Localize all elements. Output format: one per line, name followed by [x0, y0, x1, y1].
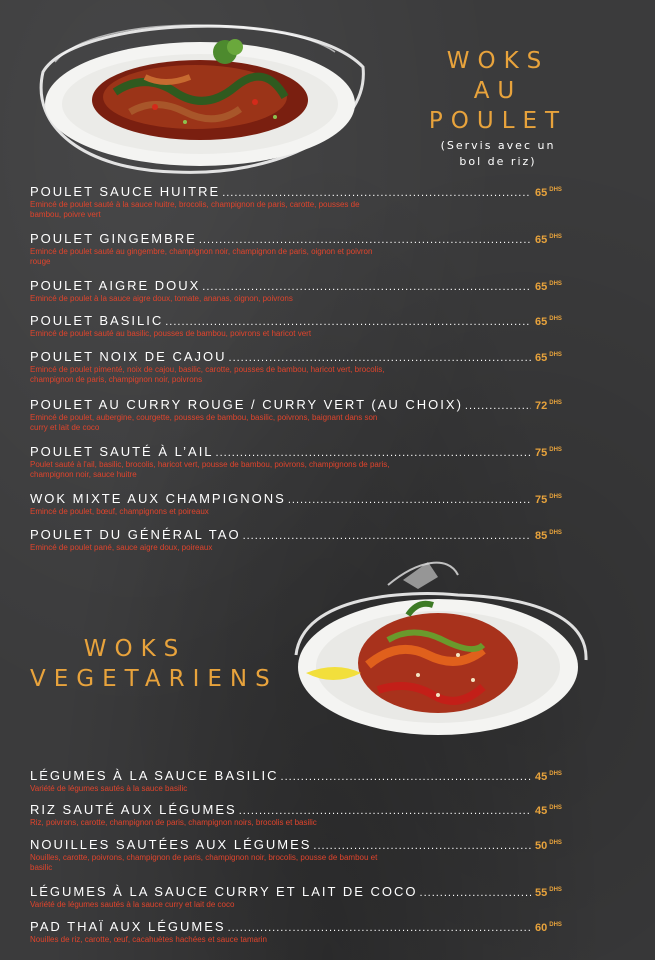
- chicken-subtitle: (Servis avec un bol de riz): [440, 139, 556, 168]
- leader-dots: [243, 530, 531, 542]
- item-description: Emincé de poulet sauté au basilic, pousses de bambou, poivrons et haricot vert: [30, 329, 312, 338]
- veg-menu-list: [30, 768, 575, 949]
- item-name: RIZ SAUTÉ AUX LÉGUMES: [30, 802, 237, 817]
- menu-item: [30, 527, 575, 557]
- chicken-title-line2: AU POULET: [428, 78, 568, 134]
- item-description: Nouilles, carotte, poivrons, champignon de paris, champignon noir, brocolis, pousse de bambou et basilic: [30, 853, 378, 872]
- item-description: Emincé de poulet sauté au gingembre, champignon noir, champignon de paris, oignon et poivron rouge: [30, 247, 373, 266]
- menu-item: [30, 184, 575, 231]
- menu-item: [30, 313, 575, 349]
- item-description: Emincé de poulet sauté à la sauce huitre, brocolis, champignon de paris, carotte, pousses de bambou, poivre vert: [30, 200, 360, 219]
- leader-dots: [222, 187, 531, 199]
- item-description: Poulet sauté à l'ail, basilic, brocolis, haricot vert, pousse de bambou, poivrons, champignons de paris, champignon noir, sauce huitre: [30, 460, 390, 479]
- item-description: Emincé de poulet pimenté, noix de cajou, basilic, carotte, pousses de bambou, haricot vert, brocolis, champignon de paris, champignon noir, poivrons: [30, 365, 385, 384]
- item-description: Variété de légumes sautés à la sauce curry et lait de coco: [30, 900, 235, 909]
- item-name: POULET AIGRE DOUX: [30, 278, 201, 293]
- chicken-title-line1: WOKS: [446, 48, 550, 74]
- item-price: 75 $^{DHS}$: [535, 447, 562, 459]
- item-price: 50 $^{DHS}$: [535, 840, 562, 852]
- leader-dots: [420, 887, 531, 899]
- item-name: NOUILLES SAUTÉES AUX LÉGUMES: [30, 837, 312, 852]
- item-name: LÉGUMES À LA SAUCE CURRY ET LAIT DE COCO: [30, 884, 418, 899]
- menu-item: [30, 491, 575, 527]
- item-price: 45 $^{DHS}$: [535, 805, 562, 817]
- veg-section-title: [30, 634, 278, 694]
- item-name: POULET SAUTÉ À L’AIL: [30, 444, 214, 459]
- item-description: Emincé de poulet, aubergine, courgette, pousses de bambou, basilic, poivrons, baignant dans son curry et lait de coco: [30, 413, 378, 432]
- item-price: 60 $^{DHS}$: [535, 922, 562, 934]
- item-name: POULET SAUCE HUITRE: [30, 184, 221, 199]
- leader-dots: [216, 447, 531, 459]
- item-price: 72 $^{DHS}$: [535, 400, 562, 412]
- item-price: 65 $^{DHS}$: [535, 187, 562, 199]
- leader-dots: [165, 316, 531, 328]
- item-price: 85 $^{DHS}$: [535, 530, 562, 542]
- menu-item: [30, 397, 575, 444]
- leader-dots: [313, 840, 531, 852]
- item-name: POULET BASILIC: [30, 313, 164, 328]
- menu-item: [30, 768, 575, 802]
- item-description: Riz, poivrons, carotte, champignon de paris, champignon noirs, brocolis et basilic: [30, 818, 317, 827]
- leader-dots: [229, 352, 531, 364]
- menu-item: [30, 231, 575, 278]
- chicken-section-title: [398, 46, 598, 170]
- item-price: 65 $^{DHS}$: [535, 281, 562, 293]
- menu-item: [30, 884, 575, 919]
- leader-dots: [228, 922, 531, 934]
- menu-item: [30, 444, 575, 491]
- chicken-menu-list: [30, 184, 575, 557]
- item-name: WOK MIXTE AUX CHAMPIGNONS: [30, 491, 286, 506]
- item-price: 45 $^{DHS}$: [535, 771, 562, 783]
- item-price: 65 $^{DHS}$: [535, 316, 562, 328]
- item-description: Emincé de poulet, bœuf, champignons et poireaux: [30, 507, 209, 516]
- leader-dots: [239, 805, 531, 817]
- item-name: PAD THAÏ AUX LÉGUMES: [30, 919, 226, 934]
- menu-item: [30, 837, 575, 884]
- item-name: POULET NOIX DE CAJOU: [30, 349, 227, 364]
- menu-item: [30, 278, 575, 313]
- vegetable-wok-photo: [288, 555, 593, 750]
- veg-title-line2: VEGETARIENS: [30, 666, 278, 692]
- item-description: Nouilles de riz, carotte, œuf, cacahuètes hachées et sauce tamarin: [30, 935, 268, 944]
- leader-dots: [281, 771, 531, 783]
- menu-item: [30, 349, 575, 397]
- item-price: 65 $^{DHS}$: [535, 352, 562, 364]
- item-price: 75 $^{DHS}$: [535, 494, 562, 506]
- leader-dots: [202, 281, 531, 293]
- leader-dots: [288, 494, 531, 506]
- menu-item: [30, 802, 575, 837]
- chicken-wok-photo: [35, 12, 370, 182]
- item-name: POULET GINGEMBRE: [30, 231, 197, 246]
- item-name: POULET AU CURRY ROUGE / CURRY VERT (AU CHOIX): [30, 397, 463, 412]
- item-price: 55 $^{DHS}$: [535, 887, 562, 899]
- item-name: LÉGUMES À LA SAUCE BASILIC: [30, 768, 279, 783]
- menu-item: [30, 919, 575, 949]
- item-description: Emincé de poulet à la sauce aigre doux, tomate, ananas, oignon, poivrons: [30, 294, 293, 303]
- item-price: 65 $^{DHS}$: [535, 234, 562, 246]
- veg-title-line1: WOKS: [83, 636, 187, 662]
- item-description: Variété de légumes sautés à la sauce basilic: [30, 784, 188, 793]
- item-description: Emincé de poulet pané, sauce aigre doux, poireaux: [30, 543, 213, 552]
- item-name: POULET DU GÉNÉRAL TAO: [30, 527, 241, 542]
- leader-dots: [199, 234, 531, 246]
- leader-dots: [465, 400, 531, 412]
